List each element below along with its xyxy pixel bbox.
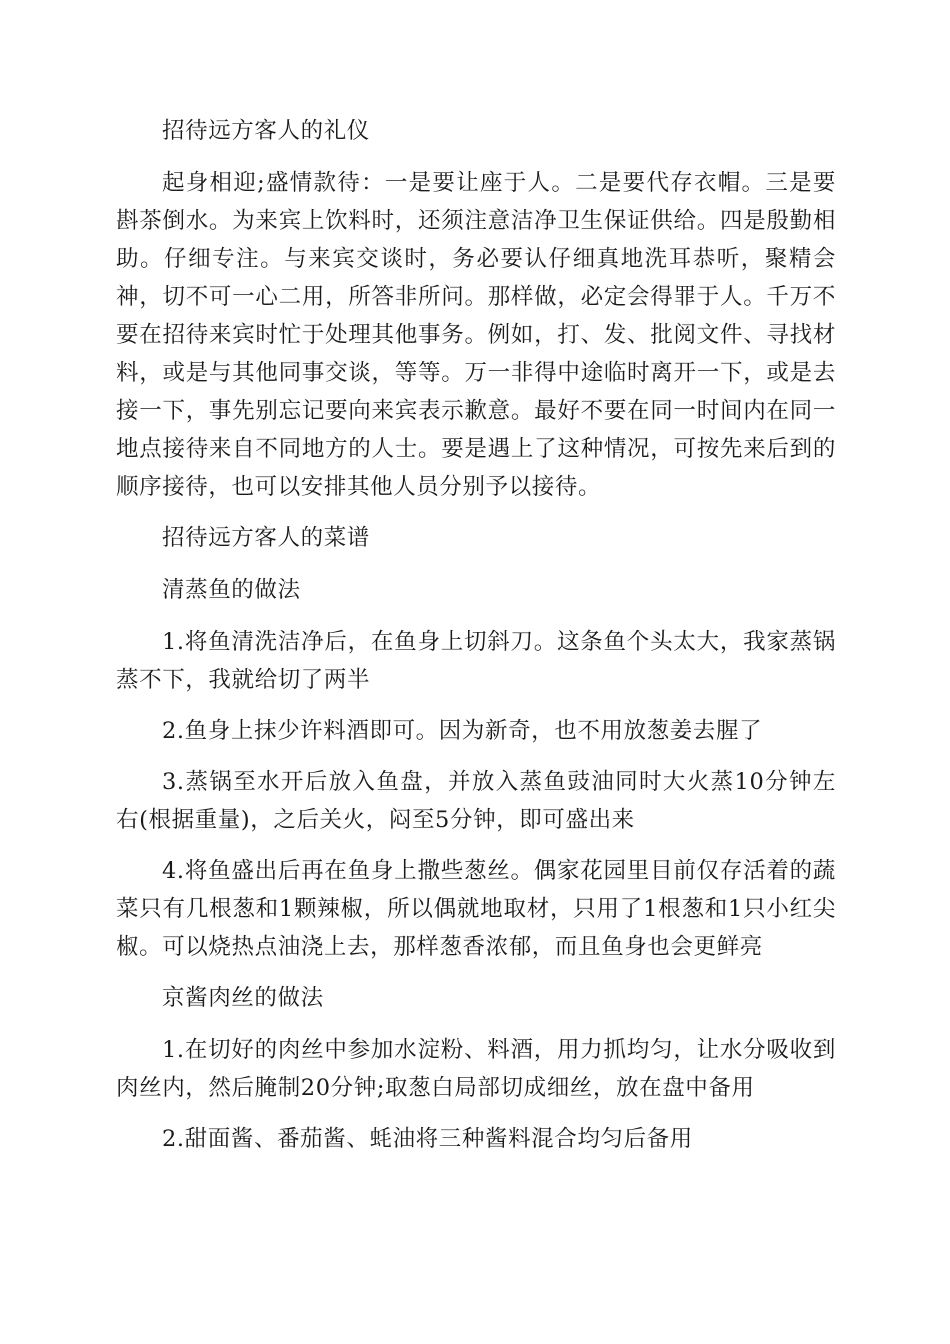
section-heading-menu: 招待远方客人的菜谱: [162, 525, 370, 551]
steamed-fish-step-4: 4.将鱼盛出后再在鱼身上撒些葱丝。偶家花园里目前仅存活着的蔬菜只有几根葱和1颗辣椒，所以偶就地取材，只用了1根葱和1只小红尖椒。可以烧热点油浇上去，那样葱香浓郁，而且鱼身也会更鲜亮: [116, 858, 836, 960]
recipe-title-steamed-fish: 清蒸鱼的做法: [162, 577, 301, 603]
steamed-fish-step-3: 3.蒸锅至水开后放入鱼盘，并放入蒸鱼豉油同时大火蒸10分钟左右(根据重量)，之后关火，闷至5分钟，即可盛出来: [116, 769, 836, 833]
steamed-fish-step-2: 2.鱼身上抹少许料酒即可。因为新奇，也不用放葱姜去腥了: [162, 718, 763, 744]
jingjiang-pork-step-1: 1.在切好的肉丝中参加水淀粉、料酒，用力抓均匀，让水分吸收到肉丝内，然后腌制20分钟;取葱白局部切成细丝，放在盘中备用: [116, 1037, 836, 1101]
etiquette-paragraph: 起身相迎;盛情款待：一是要让座于人。二是要代存衣帽。三是要斟茶倒水。为来宾上饮料时，还须注意洁净卫生保证供给。四是殷勤相助。仔细专注。与来宾交谈时，务必要认仔细真地洗耳恭听，聚精会神，切不可一心二用，所答非所问。那样做，必定会得罪于人。千万不要在招待来宾时忙于处理其他事务。例如，打、发、批阅文件、寻找材料，或是与其他同事交谈，等等。万一非得中途临时离开一下，或是去接一下，事先别忘记要向来宾表示歉意。最好不要在同一时间内在同一地点接待来自不同地方的人士。要是遇上了这种情况，可按先来后到的顺序接待，也可以安排其他人员分别予以接待。: [116, 170, 836, 500]
document-body: [116, 112, 836, 1171]
jingjiang-pork-step-2: 2.甜面酱、番茄酱、蚝油将三种酱料混合均匀后备用: [162, 1126, 693, 1152]
recipe-title-jingjiang-pork: 京酱肉丝的做法: [162, 985, 324, 1011]
steamed-fish-step-1: 1.将鱼清洗洁净后，在鱼身上切斜刀。这条鱼个头太大，我家蒸锅蒸不下，我就给切了两半: [116, 629, 836, 693]
section-heading-etiquette: 招待远方客人的礼仪: [162, 118, 370, 144]
